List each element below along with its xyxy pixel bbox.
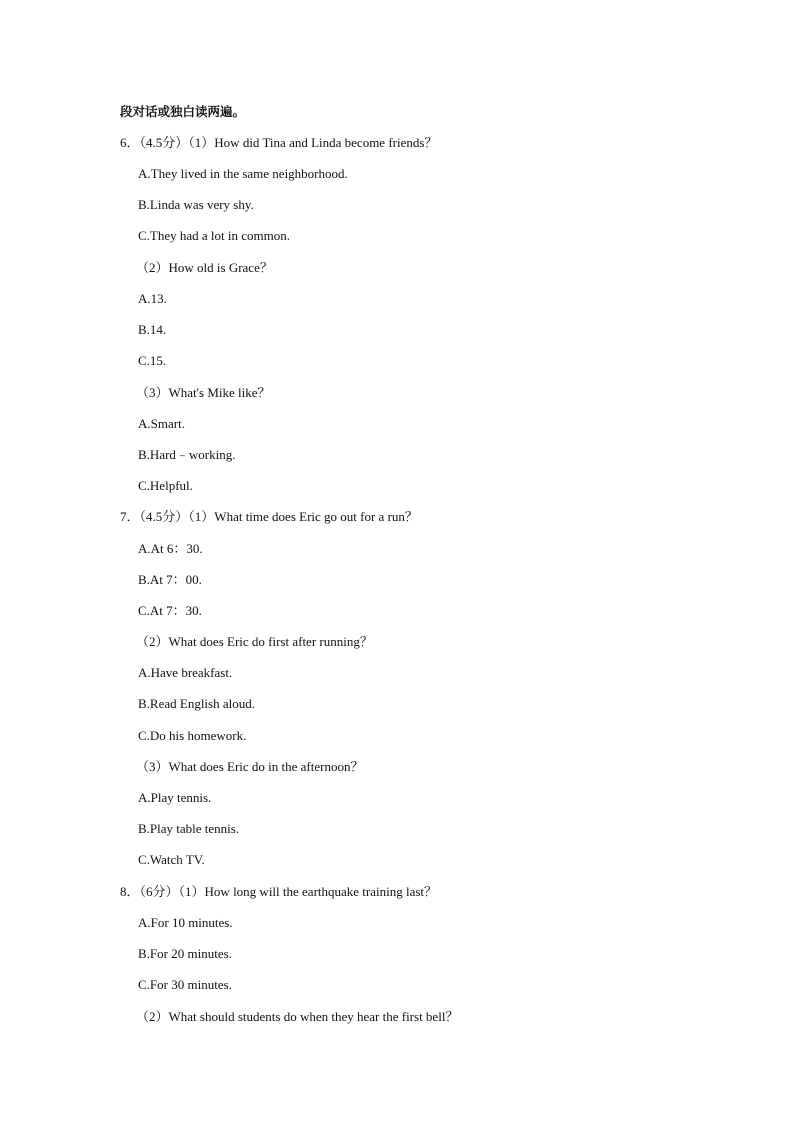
option: A.At 6：30. — [138, 541, 203, 556]
sub-question — [136, 759, 363, 775]
sub-question — [136, 385, 271, 401]
option: B.14. — [138, 322, 167, 337]
part-label: （2） — [136, 260, 169, 275]
option: B.Read English aloud. — [138, 696, 255, 711]
part-text: What does Eric do in the afternoon？ — [168, 759, 364, 774]
part-label: （2） — [136, 1009, 169, 1024]
option: A.They lived in the same neighborhood. — [138, 166, 348, 181]
option: A.For 10 minutes. — [138, 915, 233, 930]
question-number: 8． — [120, 884, 140, 899]
question-score: （4.5分） — [139, 509, 189, 524]
section-instruction: 段对话或独白读两遍。 — [120, 104, 246, 119]
question-score: （6分） — [139, 884, 179, 899]
option: B.Play table tennis. — [138, 821, 240, 836]
question-6-header — [120, 135, 437, 151]
question-7-header — [120, 509, 418, 525]
option: C.Watch TV. — [138, 852, 205, 867]
part-label: （1） — [188, 509, 215, 524]
option: B.For 20 minutes. — [138, 946, 232, 961]
part-text: How old is Grace？ — [168, 260, 273, 275]
option: C.15. — [138, 353, 167, 368]
part-text: How did Tina and Linda become friends？ — [214, 135, 438, 150]
option: A.Play tennis. — [138, 790, 212, 805]
option: A.Have breakfast. — [138, 665, 233, 680]
part-text: How long will the earthquake training last？ — [204, 884, 438, 899]
option: C.Helpful. — [138, 478, 193, 493]
part-label: （3） — [136, 759, 169, 774]
part-text: What time does Eric go out for a run？ — [214, 509, 418, 524]
option: A.Smart. — [138, 416, 185, 431]
question-number: 6． — [120, 135, 140, 150]
part-text: What's Mike like？ — [168, 385, 271, 400]
option: C.Do his homework. — [138, 728, 247, 743]
option: A.13. — [138, 291, 167, 306]
part-label: （1） — [188, 135, 215, 150]
question-8-header — [120, 884, 437, 900]
question-score: （4.5分） — [139, 135, 189, 150]
part-label: （1） — [178, 884, 205, 899]
part-text: What does Eric do first after running？ — [168, 634, 373, 649]
option: C.They had a lot in common. — [138, 228, 291, 243]
sub-question — [136, 1009, 458, 1025]
sub-question — [136, 260, 273, 276]
question-number: 7． — [120, 509, 140, 524]
part-label: （3） — [136, 385, 169, 400]
sub-question — [136, 634, 373, 650]
option: C.At 7：30. — [138, 603, 202, 618]
option: B.Hard﹣working. — [138, 447, 236, 462]
option: C.For 30 minutes. — [138, 977, 232, 992]
part-text: What should students do when they hear the first bell？ — [168, 1009, 459, 1024]
option: B.At 7：00. — [138, 572, 202, 587]
part-label: （2） — [136, 634, 169, 649]
option: B.Linda was very shy. — [138, 197, 254, 212]
